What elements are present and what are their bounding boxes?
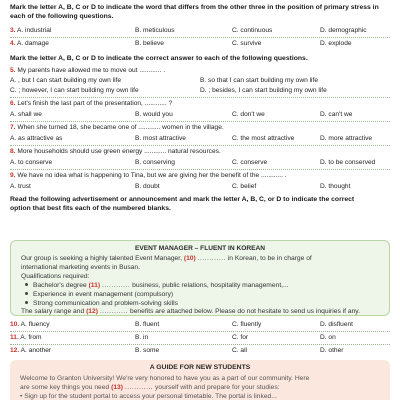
question-12-options [10,347,390,356]
q12-option-a[interactable]: 12. A. another [10,347,52,354]
q4-option-c[interactable]: C. survive [232,40,262,47]
divider [10,145,390,146]
q9-option-c[interactable]: C. belief [232,183,257,190]
q11-option-d[interactable]: D. on [320,334,336,341]
q6-option-c[interactable]: C. don't we [232,111,265,118]
q4-option-a[interactable]: 4. A. damage [10,40,49,47]
q10-option-b[interactable]: B. fluent [135,321,160,328]
q10-option-c[interactable]: C. fluently [232,321,262,328]
question-4 [10,40,390,49]
q3-option-a[interactable]: 3. A. industrial [10,27,52,34]
question-11-options [10,334,390,343]
bullet-icon [25,283,28,286]
question-5-row2 [10,87,390,96]
ad-line-1: Our group is seeking a highly talented Event Manager, (10) ............ in Korean, to be in charge of [21,255,312,262]
question-8-stem: 8. More households should use green energy ............ natural resources. [10,148,221,155]
ad-line-2: international marketing events in Busan. [21,264,140,271]
q8-option-b[interactable]: B. conserving [135,159,175,166]
blank-12: (12) [86,308,98,315]
question-9-options [10,183,390,192]
blank-10: (10) [183,255,196,262]
q5-option-b[interactable]: B. so that I can start building my own life [200,77,319,84]
ad-bullet-3: Strong communication and problem-solving skills [21,300,383,309]
divider [10,121,390,122]
q7-option-c[interactable]: C. the most attractive [232,135,295,142]
q7-option-b[interactable]: B. most attractive [135,135,186,142]
q10-option-d[interactable]: D. disfluent [320,321,353,328]
ad-bullet-2: Experience in event management (compulsory) [21,291,383,300]
q5-option-d[interactable]: D. ; besides, I can start building my own life [200,87,327,94]
ad-title: EVENT MANAGER – FLUENT IN KOREAN [134,245,266,252]
guide-line-3: • Sign up for the student portal to access your personal timetable. The portal is linked... [20,393,277,400]
section3-instruction-line1: Read the following advertisement or announcement and mark the letter A, B, C, or D to indicate the correct [10,196,355,203]
bullet-icon [25,292,28,295]
section1-instruction: Mark the letter A, B, C or D to indicate the word that differs from the other three in the position of primary stress in each of the following questions. [10,4,379,20]
q5-option-c[interactable]: C. ; however, I can start building my own life [10,87,139,94]
section3-instruction-line2: option that best fits each of the numbered blanks. [10,205,171,212]
q6-option-d[interactable]: D. can't we [320,111,353,118]
question-6-options [10,111,390,120]
advertisement-box [10,240,390,316]
q8-option-d[interactable]: D. to be conserved [320,159,376,166]
guide-line-2: are some key things you need (13) ............ yourself with and prepare for your studies: [20,384,280,391]
blank-13: (13) [111,384,123,391]
divider [10,37,390,38]
q7-option-d[interactable]: D. more attractive [320,135,373,142]
guide-line-1: Welcome to Granton University! We're very honored to have you as a part of our community. Here [20,375,310,382]
question-3 [10,27,390,36]
question-10-options [10,321,390,330]
question-6-stem: 6. Let's finish the last part of the presentation, ............ ? [10,100,173,107]
q3-option-c[interactable]: C. continuous [232,27,273,34]
ad-bullet-1: Bachelor's degree (11) ............ business, public relations, hospitality management,... [21,282,383,291]
q9-option-a[interactable]: A. trust [10,183,31,190]
q11-option-c[interactable]: C. for [232,334,249,341]
bullet-icon [25,301,28,304]
q9-option-d[interactable]: D. thought [320,183,351,190]
q12-option-b[interactable]: B. some [135,347,160,354]
q8-option-c[interactable]: C. conserve [232,159,268,166]
divider [10,97,390,98]
q11-option-b[interactable]: B. in [135,334,149,341]
q12-option-c[interactable]: C. all [232,347,248,354]
q10-option-a[interactable]: 10. A. fluency [10,321,50,328]
q6-option-a[interactable]: A. shall we [10,111,42,118]
section2-instruction: Mark the letter A, B, C or D to indicate the correct answer to each of the following questions. [10,55,308,62]
q12-option-d[interactable]: D. other [320,347,344,354]
q8-option-a[interactable]: A. to conserve [10,159,53,166]
q9-option-b[interactable]: B. doubt [135,183,160,190]
q7-option-a[interactable]: A. as attractive as [10,135,63,142]
question-5-row1 [10,77,390,86]
q11-option-a[interactable]: 11. A. from [10,334,42,341]
q6-option-b[interactable]: B. would you [135,111,173,118]
q3-option-d[interactable]: D. demographic [320,27,367,34]
q4-option-d[interactable]: D. explode [320,40,352,47]
question-7-stem: 7. When she turned 18, she became one of ............ women in the village. [10,124,224,131]
ad-line-3: Qualifications required: [21,273,90,280]
divider [10,344,390,345]
divider [10,169,390,170]
question-7-options [10,135,390,144]
guide-title: A GUIDE FOR NEW STUDENTS [149,364,251,371]
ad-line-7: The salary range and (12) ............ benefits are attached below. Please do not hesitate to send us inquiries if any. [21,308,360,315]
question-5-stem: 5. My parents have allowed me to move out ............ . [10,67,166,74]
student-guide-box [10,360,390,400]
question-9-stem: 9. We have no idea what is happening to Tina, but we are giving her the benefit of the ............ . [10,172,287,179]
q4-option-b[interactable]: B. believe [135,40,164,47]
q5-option-a[interactable]: A. , but I can start building my own life [10,77,122,84]
question-8-options [10,159,390,168]
blank-11: (11) [88,282,101,289]
q3-option-b[interactable]: B. meticulous [135,27,175,34]
divider [10,331,390,332]
